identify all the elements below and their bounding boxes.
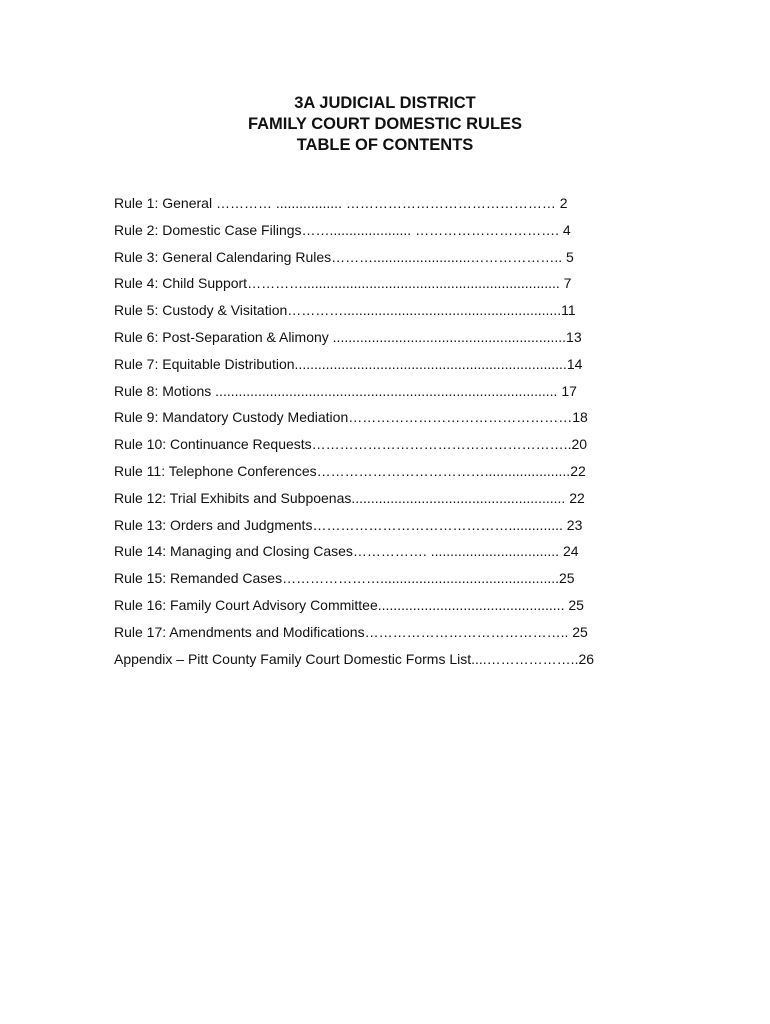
- toc-entry-text: Rule 3: General Calendaring Rules……….........................……………….. 5: [114, 248, 574, 265]
- toc-entry-rule-17: [114, 622, 634, 649]
- title-rules: FAMILY COURT DOMESTIC RULES: [247, 115, 523, 133]
- title-district: 3A JUDICIAL DISTRICT: [294, 94, 476, 112]
- toc-entry-rule-4: [114, 273, 634, 300]
- toc-entry-rule-7: [114, 354, 634, 381]
- toc-entry-text: Rule 6: Post-Separation & Alimony ............................................................13: [114, 328, 582, 345]
- toc-entry-text: Rule 9: Mandatory Custody Mediation…………………………………………18: [114, 409, 588, 426]
- toc-entry-text: Rule 2: Domestic Case Filings……..................... …………………………. 4: [114, 221, 571, 238]
- toc-entry-text: Rule 5: Custody & Visitation…………........................................................11: [114, 302, 576, 319]
- toc-entry-rule-2: [114, 220, 634, 247]
- table-of-contents: [114, 193, 634, 675]
- toc-entry-rule-1: [114, 193, 634, 220]
- toc-entry-rule-13: [114, 515, 634, 542]
- toc-entry-rule-14: [114, 541, 634, 568]
- toc-entry-rule-15: [114, 568, 634, 595]
- toc-entry-appendix: [114, 649, 634, 676]
- toc-entry-text: Rule 16: Family Court Advisory Committee................................................ 25: [114, 596, 584, 613]
- toc-entry-rule-16: [114, 595, 634, 622]
- toc-entry-text: Rule 1: General ………… ................. ……………………………………… 2: [114, 195, 568, 211]
- toc-entry-text: Rule 11: Telephone Conferences………………………………......................22: [114, 462, 586, 479]
- title-toc: TABLE OF CONTENTS: [296, 136, 474, 154]
- toc-entry-text: Rule 13: Orders and Judgments…………………………………….............. 23: [114, 516, 583, 533]
- document-title: [0, 93, 770, 156]
- toc-entry-text: Rule 12: Trial Exhibits and Subpoenas....................................................... 22: [114, 489, 585, 506]
- toc-entry-rule-10: [114, 434, 634, 461]
- toc-entry-text: Rule 8: Motions ........................................................................................ 17: [114, 382, 577, 399]
- toc-entry-rule-11: [114, 461, 634, 488]
- toc-entry-text: Rule 17: Amendments and Modifications…………………………………….. 25: [114, 623, 588, 640]
- toc-entry-rule-12: [114, 488, 634, 515]
- toc-entry-rule-3: [114, 247, 634, 274]
- toc-entry-text: Rule 14: Managing and Closing Cases……………. ................................. 24: [114, 543, 579, 560]
- toc-entry-rule-6: [114, 327, 634, 354]
- toc-entry-rule-8: [114, 381, 634, 408]
- toc-entry-rule-9: [114, 407, 634, 434]
- toc-entry-text: Rule 7: Equitable Distribution......................................................................14: [114, 355, 583, 372]
- toc-entry-rule-5: [114, 300, 634, 327]
- toc-entry-text: Rule 10: Continuance Requests………………………………………………..20: [114, 436, 588, 453]
- toc-entry-text: Appendix – Pitt County Family Court Domestic Forms List....………………..26: [114, 650, 595, 667]
- toc-entry-text: Rule 15: Remanded Cases…………………..............................................25: [114, 570, 575, 587]
- toc-entry-text: Rule 4: Child Support………….................................................................. 7: [114, 275, 572, 292]
